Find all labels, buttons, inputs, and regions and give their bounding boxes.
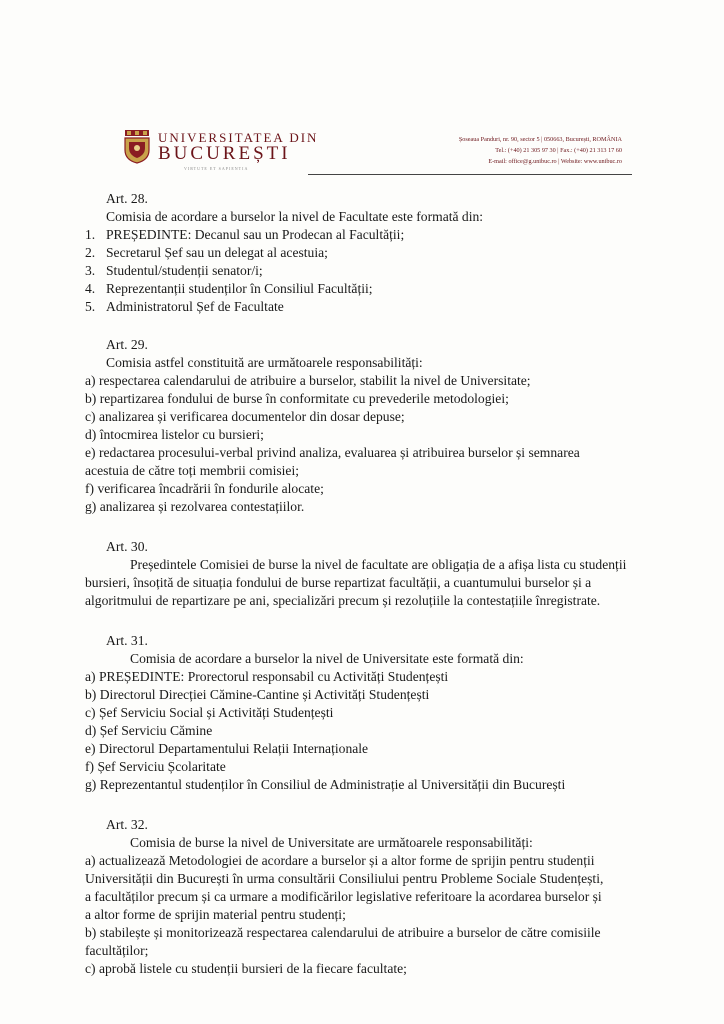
art31-line: g) Reprezentantul studenților în Consiliul de Administrație al Universității din București <box>85 777 566 792</box>
art28-item-text: Secretarul Șef sau un delegat al acestuia; <box>106 245 328 260</box>
art29-line: b) repartizarea fondului de burse în conformitate cu prevederile metodologiei; <box>85 391 509 406</box>
art28-intro: Comisia de acordare a burselor la nivel de Facultate este formată din: <box>106 209 484 224</box>
art31-heading: Art. 31. <box>106 633 148 648</box>
art30-heading: Art. 30. <box>106 539 148 554</box>
art29-heading: Art. 29. <box>106 337 148 352</box>
contact-block <box>372 134 622 167</box>
art31-line: c) Șef Serviciu Social și Activități Studențești <box>85 705 334 720</box>
contact-email-web: E-mail: office@g.unibuc.ro | Website: www.unibuc.ro <box>488 158 622 165</box>
university-name-line2: BUCUREȘTI <box>158 143 291 164</box>
art29-intro: Comisia astfel constituită are următoarele responsabilități: <box>106 355 423 370</box>
art32-heading: Art. 32. <box>106 817 148 832</box>
art30-line: algoritmului de repartizare pe ani, specializări precum și rezoluțiile la contestațiile înregistrate. <box>85 593 601 608</box>
art28-item-text: Reprezentanții studenților în Consiliul Facultății; <box>106 281 373 296</box>
art28-item-number: 2. <box>85 245 96 260</box>
art31-line: a) PREȘEDINTE: Prorectorul responsabil cu Activități Studențești <box>85 669 449 684</box>
art32-line: a altor forme de sprijin material pentru studenți; <box>85 907 346 922</box>
art28-item-text: PREȘEDINTE: Decanul sau un Prodecan al Facultății; <box>106 227 405 242</box>
contact-phone: Tel.: (+40) 21 305 97 30 | Fax.: (+40) 21 313 17 60 <box>495 147 622 154</box>
art32-line: a) actualizează Metodologiei de acordare a burselor și a altor forme de sprijin pentru studenții <box>85 853 595 868</box>
university-crest-icon <box>122 128 152 164</box>
art28-item-number: 3. <box>85 263 96 278</box>
art31-line: e) Directorul Departamentului Relații Internaționale <box>85 741 369 756</box>
art31-intro: Comisia de acordare a burselor la nivel de Universitate este formată din: <box>130 651 524 666</box>
letterhead <box>122 128 622 172</box>
art28-item-number: 4. <box>85 281 96 296</box>
art32-line: a facultăților precum și ca urmare a modificărilor legislative referitoare la acordarea burselor și <box>85 889 602 904</box>
art31-line: f) Șef Serviciu Școlaritate <box>85 759 226 774</box>
art31-line: b) Directorul Direcției Cămine-Cantine și Activități Studențești <box>85 687 430 702</box>
art30-line: bursieri, însoțită de situația fondului de burse repartizat facultății, a cuantumului burselor și a <box>85 575 592 590</box>
art32-line: Universității din București în urma consultării Consiliului pentru Probleme Sociale Studențești, <box>85 871 604 886</box>
art29-line: e) redactarea procesului-verbal privind analiza, evaluarea și atribuirea burselor și semnarea <box>85 445 580 460</box>
university-motto: VIRTUTE ET SAPIENTIA <box>184 166 249 171</box>
contact-address: Șoseaua Panduri, nr. 90, sector 5 | 050663, București, ROMÂNIA <box>458 136 622 143</box>
art30-line: Președintele Comisiei de burse la nivel de facultate are obligația de a afișa lista cu studenții <box>130 557 627 572</box>
university-name-line1: UNIVERSITATEA DIN <box>158 130 319 145</box>
art28-item-number: 5. <box>85 299 96 314</box>
art32-line: c) aprobă listele cu studenții bursieri de la fiecare facultate; <box>85 961 407 976</box>
art32-line: facultăților; <box>85 943 149 958</box>
art29-line: d) întocmirea listelor cu bursieri; <box>85 427 264 442</box>
art29-line: a) respectarea calendarului de atribuire a burselor, stabilit la nivel de Universitate; <box>85 373 531 388</box>
art29-line: acestuia de către toți membrii comisiei; <box>85 463 300 478</box>
art29-line: g) analizarea și rezolvarea contestațiilor. <box>85 499 305 514</box>
art28-heading: Art. 28. <box>106 191 148 206</box>
art29-line: f) verificarea încadrării în fondurile alocate; <box>85 481 324 496</box>
art32-intro: Comisia de burse la nivel de Universitate are următoarele responsabilități: <box>130 835 533 850</box>
art28-item-number: 1. <box>85 227 96 242</box>
art31-line: d) Șef Serviciu Cămine <box>85 723 213 738</box>
art28-item-text: Administratorul Șef de Facultate <box>106 299 284 314</box>
letterhead-divider <box>308 174 632 175</box>
art28-item-text: Studentul/studenții senator/i; <box>106 263 263 278</box>
art32-line: b) stabilește și monitorizează respectarea calendarului de atribuire a burselor de către comisiile <box>85 925 601 940</box>
art29-line: c) analizarea și verificarea documentelor din dosar depuse; <box>85 409 405 424</box>
